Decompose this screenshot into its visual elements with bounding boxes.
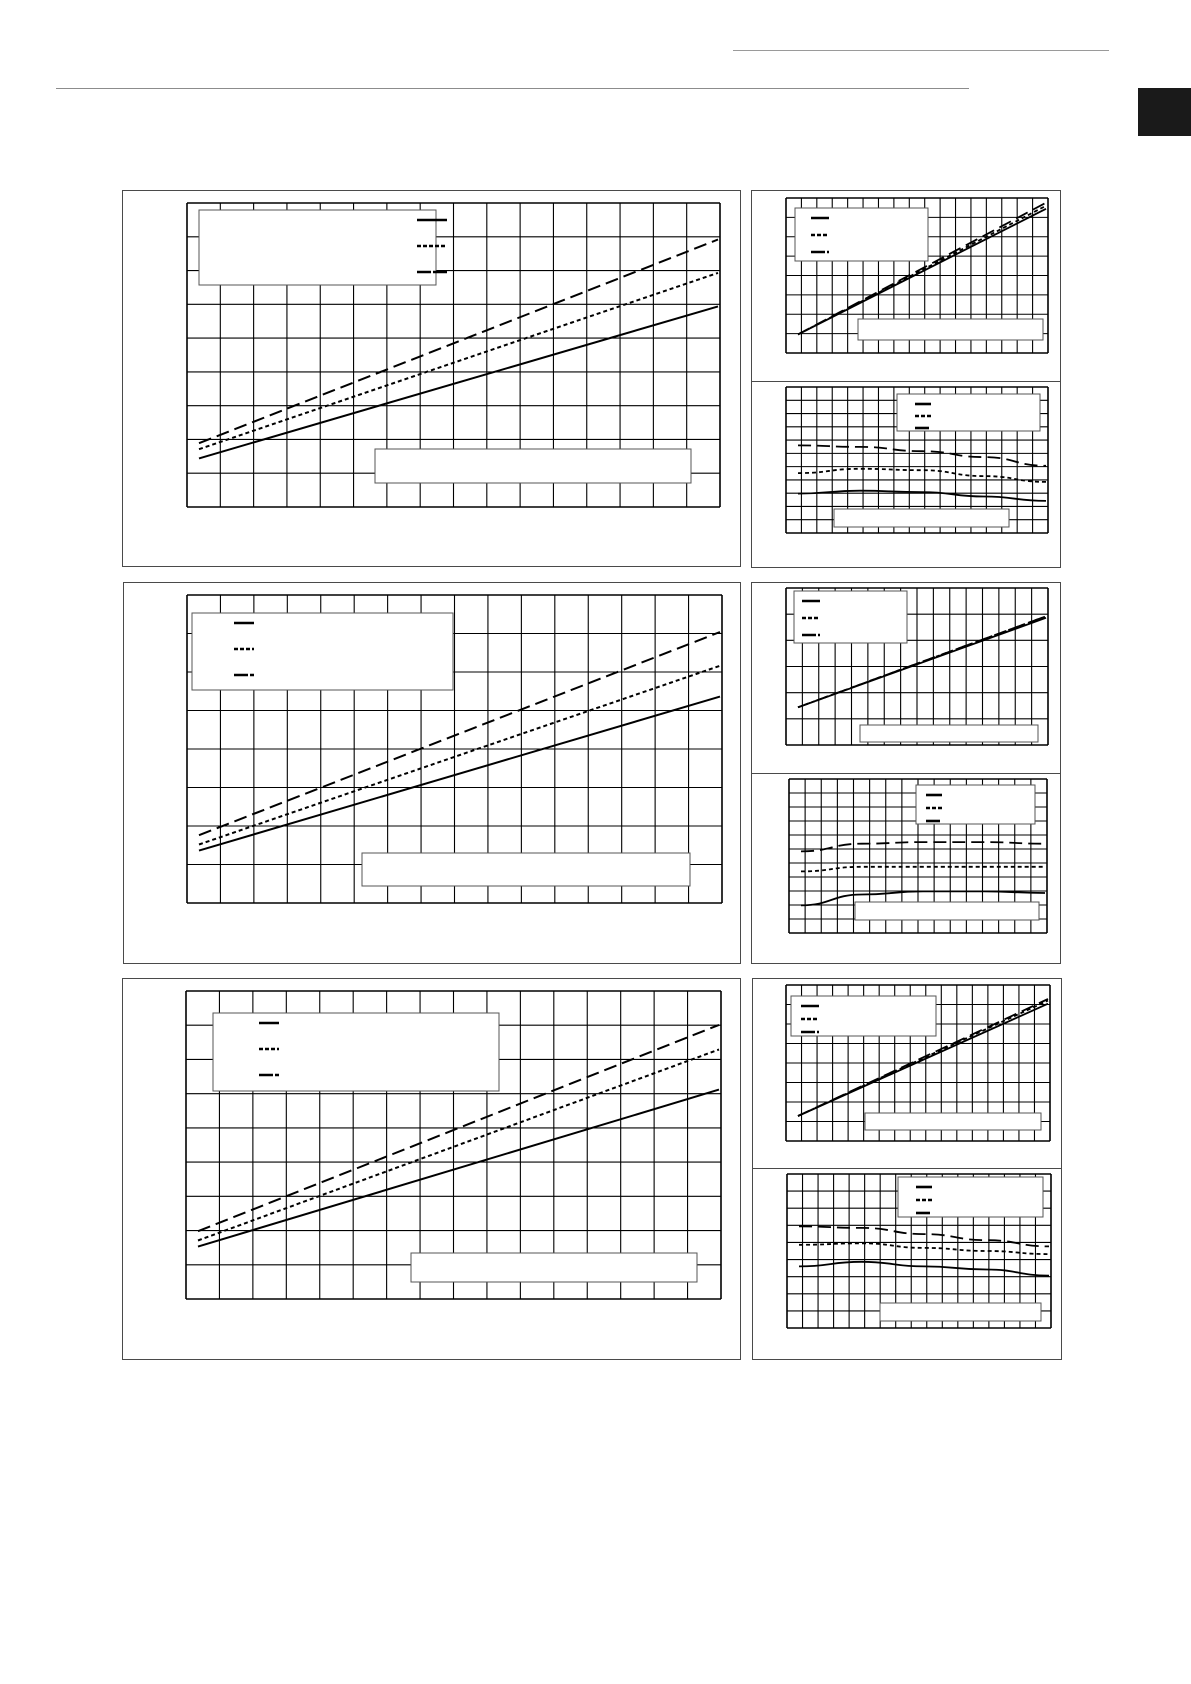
r3-side-top-annotation-box [865,1113,1041,1130]
r1-side-bottom-annotation-box [834,509,1009,527]
r1-main-series-dotted-line [199,273,718,449]
r3-side-bottom-annotation-box [880,1303,1041,1321]
r2-main-series-dotted-line [199,666,720,845]
r3-side-top-legend-box [791,996,936,1036]
r1-main-annotation-box [375,449,691,483]
r1-side-bottom-series-solid-line [798,491,1046,501]
r3-side-bottom-series-solid-line [799,1262,1049,1276]
r3-main-legend-box [213,1013,499,1091]
r1-main-legend-box [199,210,436,285]
r3-main-annotation-box [411,1253,697,1282]
r3-main-series-solid-line [198,1090,719,1247]
r2-main-annotation-box [362,853,690,886]
r1-side-top-annotation-box [858,319,1043,340]
r1-main-series-solid-line [199,306,718,458]
r2-main-legend-box [192,613,453,690]
r3-side-bottom-legend-box [898,1177,1043,1217]
r1-side-bottom-legend-box [897,394,1040,431]
r2-side-top-annotation-box [860,725,1038,742]
r2-main-series-solid-line [199,697,720,851]
r1-side-bottom-series-dashed-line [798,445,1046,465]
r2-side-bottom-annotation-box [855,902,1039,920]
r3-side-bottom-series-dotted-line [799,1243,1049,1254]
r2-side-bottom-legend-box [916,785,1035,824]
